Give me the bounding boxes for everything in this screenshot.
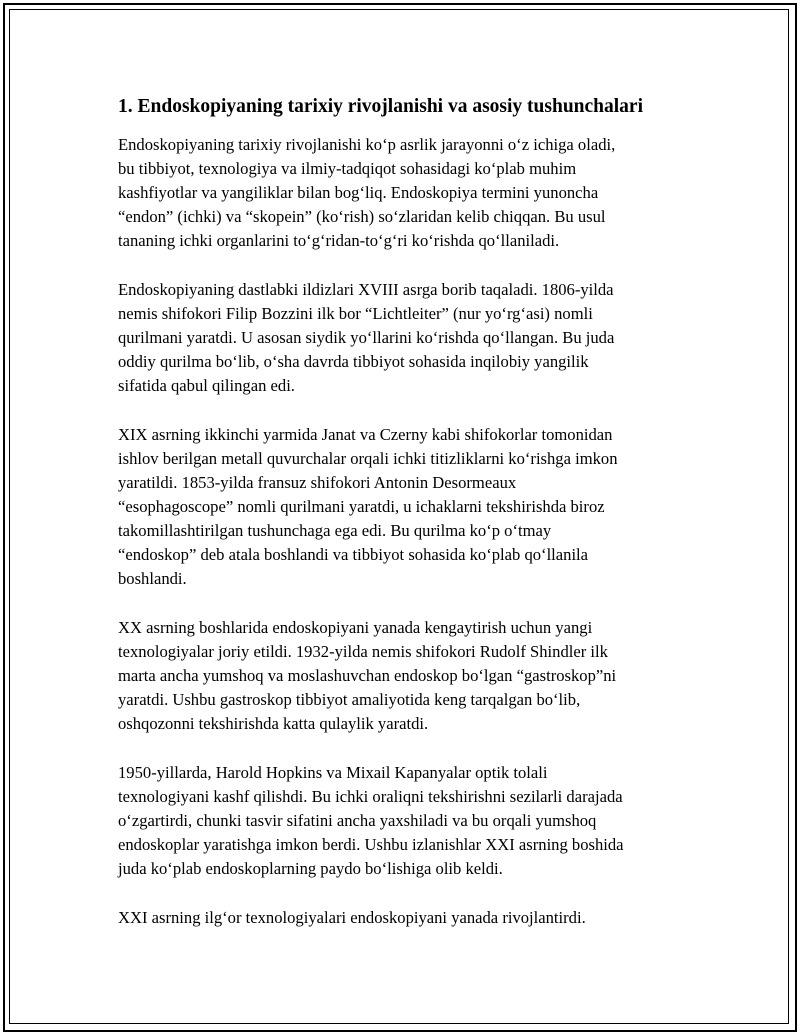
paragraph-line: oshqozonni tekshirishda katta qulaylik yaratdi. [118, 714, 429, 733]
paragraph-line: endoskoplar yaratishga imkon berdi. Ushbu izlanishlar XXI asrning boshida [118, 835, 624, 854]
paragraph-line: texnologiyalar joriy etildi. 1932-yilda nemis shifokori Rudolf Shindler ilk [118, 642, 608, 661]
paragraph-line: takomillashtirilgan tushunchaga ega edi. Bu qurilma ko‘p o‘tmay [118, 521, 552, 540]
paragraph-line: juda ko‘plab endoskoplarning paydo bo‘lishiga olib keldi. [118, 859, 503, 878]
paragraph-line: “endon” (ichki) va “skopein” (ko‘rish) so‘zlaridan kelib chiqqan. Bu usul [118, 207, 606, 226]
paragraph [118, 278, 698, 398]
paragraph-line: yaratildi. 1853-yilda fransuz shifokori Antonin Desormeaux [118, 473, 517, 492]
document-body [118, 94, 698, 955]
paragraph-line: marta ancha yumshoq va moslashuvchan endoskop bo‘lgan “gastroskop”ni [118, 666, 617, 685]
paragraph-line: oddiy qurilma bo‘lib, o‘sha davrda tibbiyot sohasida inqilobiy yangilik [118, 352, 589, 371]
paragraph-line: XIX asrning ikkinchi yarmida Janat va Czerny kabi shifokorlar tomonidan [118, 425, 613, 444]
paragraph-line: Endoskopiyaning dastlabki ildizlari XVIII asrga borib taqaladi. 1806-yilda [118, 280, 614, 299]
paragraph-line: ishlov berilgan metall quvurchalar orqali ichki titizliklarni ko‘rishga imkon [118, 449, 618, 468]
paragraph-line: kashfiyotlar va yangiliklar bilan bog‘liq. Endoskopiya termini yunoncha [118, 183, 599, 202]
paragraph-line: “endoskop” deb atala boshlandi va tibbiyot sohasida ko‘plab qo‘llanila [118, 545, 589, 564]
paragraph [118, 616, 698, 736]
paragraph-line: qurilmani yaratdi. U asosan siydik yo‘llarini ko‘rishda qo‘llangan. Bu juda [118, 328, 615, 347]
paragraph-line: texnologiyani kashf qilishdi. Bu ichki oraliqni tekshirishni sezilarli darajada [118, 787, 623, 806]
paragraph-line: bu tibbiyot, texnologiya va ilmiy-tadqiqot sohasidagi ko‘plab muhim [118, 159, 577, 178]
paragraph-line: nemis shifokori Filip Bozzini ilk bor “Lichtleiter” (nur yo‘rg‘asi) nomli [118, 304, 593, 323]
paragraph-line: XXI asrning ilg‘or texnologiyalari endoskopiyani yanada rivojlantirdi. [118, 908, 586, 927]
paragraph-line: 1950-yillarda, Harold Hopkins va Mixail Kapanyalar optik tolali [118, 763, 548, 782]
paragraph [118, 906, 698, 930]
paragraph-line: tananing ichki organlarini to‘g‘ridan-to‘g‘ri ko‘rishda qo‘llaniladi. [118, 231, 560, 250]
paragraph-list [118, 133, 698, 930]
paragraph-line: XX asrning boshlarida endoskopiyani yanada kengaytirish uchun yangi [118, 618, 593, 637]
paragraph [118, 423, 698, 591]
paragraph-line: boshlandi. [118, 569, 187, 588]
paragraph-line: sifatida qabul qilingan edi. [118, 376, 295, 395]
paragraph [118, 761, 698, 881]
paragraph-line: o‘zgartirdi, chunki tasvir sifatini ancha yaxshiladi va bu orqali yumshoq [118, 811, 597, 830]
paragraph [118, 133, 698, 253]
paragraph-line: yaratdi. Ushbu gastroskop tibbiyot amaliyotida keng tarqalgan bo‘lib, [118, 690, 581, 709]
paragraph-line: Endoskopiyaning tarixiy rivojlanishi ko‘p asrlik jarayonni o‘z ichiga oladi, [118, 135, 616, 154]
section-title: 1. Endoskopiyaning tarixiy rivojlanishi va asosiy tushunchalari [118, 96, 644, 117]
paragraph-line: “esophagoscope” nomli qurilmani yaratdi, u ichaklarni tekshirishda biroz [118, 497, 605, 516]
